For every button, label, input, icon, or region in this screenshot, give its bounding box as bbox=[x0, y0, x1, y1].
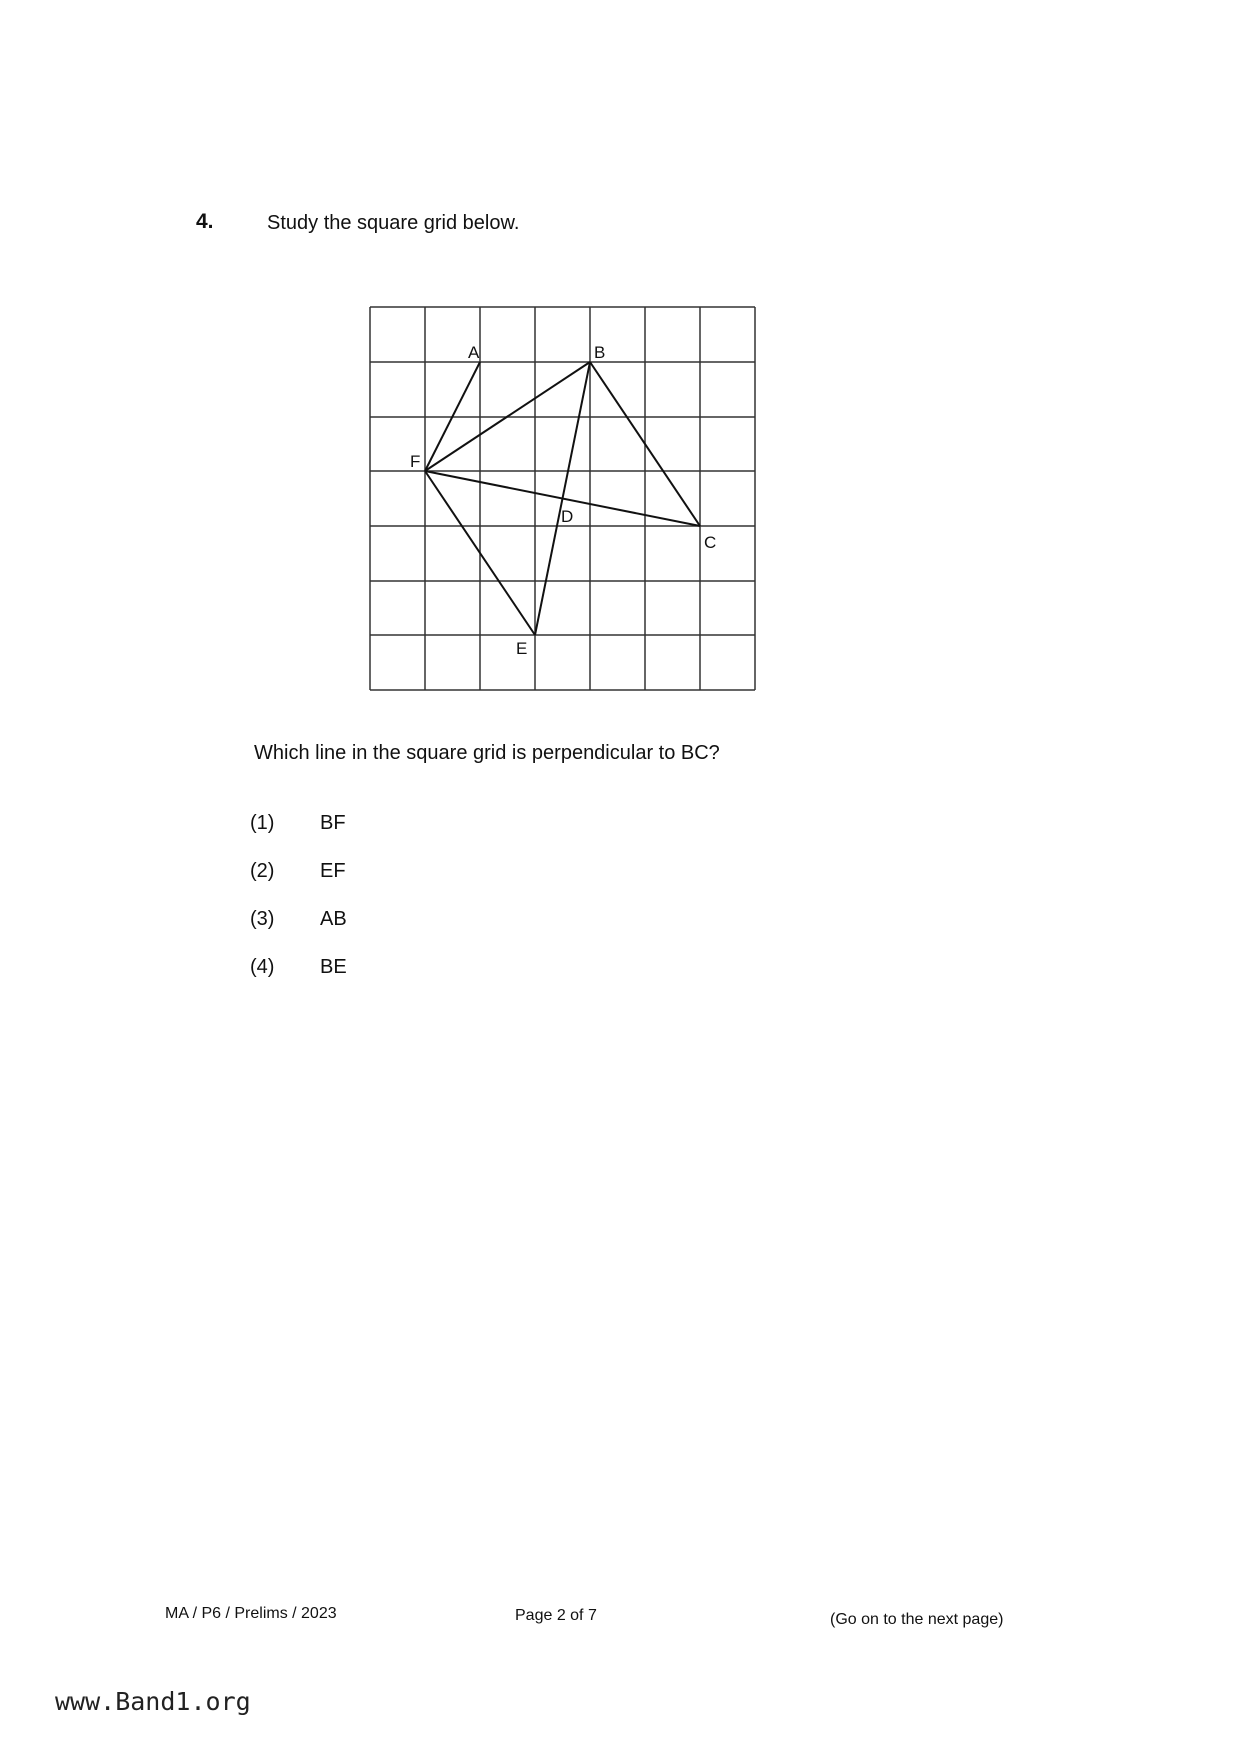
label-D: D bbox=[561, 507, 574, 526]
option-text: EF bbox=[320, 860, 346, 882]
footer-page-number: Page 2 of 7 bbox=[515, 1607, 597, 1624]
option-number: (2) bbox=[250, 860, 275, 882]
question-number: 4. bbox=[196, 210, 214, 233]
label-A: A bbox=[468, 343, 480, 362]
figure-lines bbox=[425, 362, 700, 635]
footer-continue-note: (Go on to the next page) bbox=[830, 1611, 1004, 1628]
option-2[interactable] bbox=[250, 860, 347, 908]
answer-options bbox=[250, 812, 347, 1004]
option-number: (4) bbox=[250, 956, 275, 978]
option-number: (3) bbox=[250, 908, 275, 930]
option-4[interactable] bbox=[250, 956, 347, 1004]
label-F: F bbox=[410, 452, 421, 471]
option-3[interactable] bbox=[250, 908, 347, 956]
option-number: (1) bbox=[250, 812, 275, 834]
option-text: BE bbox=[320, 956, 347, 978]
option-1[interactable] bbox=[250, 812, 347, 860]
label-B: B bbox=[594, 343, 606, 362]
label-C: C bbox=[704, 533, 717, 552]
watermark-url: www.Band1.org bbox=[55, 1687, 251, 1716]
option-text: BF bbox=[320, 812, 346, 834]
label-E: E bbox=[516, 639, 528, 658]
point-labels bbox=[410, 343, 716, 658]
question-stem: Study the square grid below. bbox=[267, 212, 520, 234]
question-prompt: Which line in the square grid is perpendicular to BC? bbox=[254, 742, 720, 764]
footer-paper-code: MA / P6 / Prelims / 2023 bbox=[165, 1605, 337, 1622]
option-text: AB bbox=[320, 908, 347, 930]
